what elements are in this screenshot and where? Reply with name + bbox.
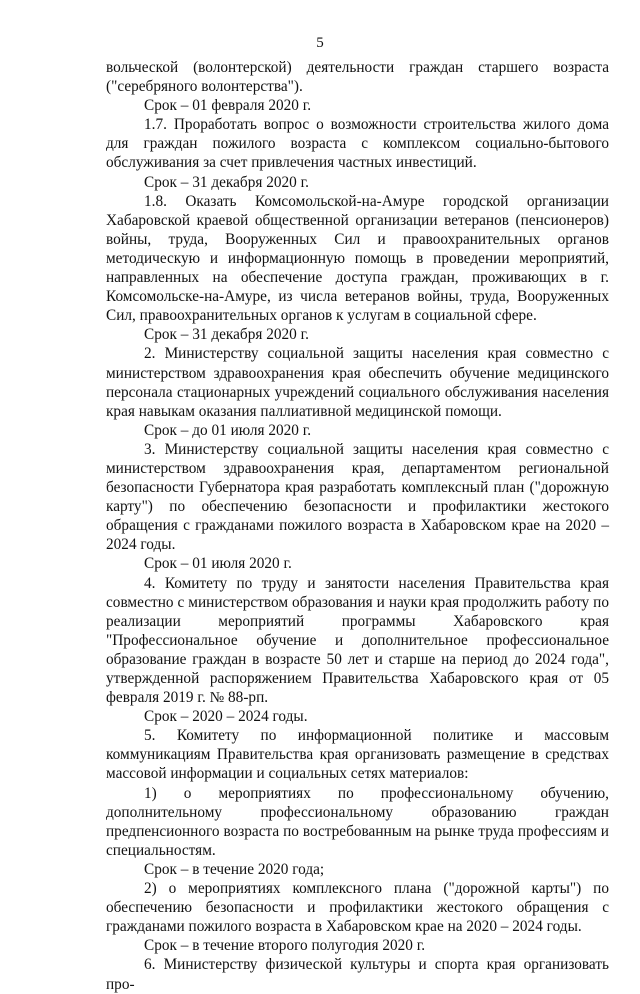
deadline-line: Срок – до 01 июля 2020 г.	[144, 421, 312, 439]
numbered-paragraph: 6. Министерству физической культуры и спорта края организовать про-	[106, 956, 609, 993]
deadline-line: Срок – 31 декабря 2020 г.	[144, 326, 309, 344]
numbered-paragraph: 2. Министерству социальной защиты населения края совместно с министерством здравоохранения края обеспечить обучение медицинского персонала стационарных учреждений социального обслуживания населения края навыкам оказания паллиативной медицинской помощи.	[106, 345, 609, 420]
numbered-paragraph: 3. Министерству социальной защиты населения края совместно с министерством здравоохранения края, департаментом региональной безопасности Губернатора края разработать комплексный план ("дорожную карту") по обеспечению безопасности и профилактики жестокого обращения с гражданами пожилого возраста в Хабаровском крае на 2020 – 2024 годы.	[106, 440, 609, 554]
deadline-line: Срок – в течение 2020 года;	[144, 860, 325, 878]
deadline-line: Срок – в течение второго полугодия 2020 г.	[144, 937, 426, 955]
numbered-paragraph: 2) о мероприятиях комплексного плана ("дорожной карты") по обеспечению безопасности и профилактики жестокого обращения с гражданами пожилого возраста в Хабаровском крае на 2020 – 2024 годы.	[106, 880, 609, 936]
numbered-paragraph: 1.7. Проработать вопрос о возможности строительства жилого дома для граждан пожилого возраста с комплексом социально-бытового обслуживания за счет привлечения частных инвестиций.	[106, 116, 609, 172]
page-number: 5	[316, 35, 324, 51]
deadline-line: Срок – 31 декабря 2020 г.	[144, 173, 309, 191]
continued-paragraph: вольческой (волонтерской) деятельности граждан старшего возраста ("серебряного волонтерства").	[106, 59, 609, 96]
deadline-line: Срок – 2020 – 2024 годы.	[144, 708, 308, 726]
document-body	[106, 58, 609, 994]
deadline-line: Срок – 01 февраля 2020 г.	[144, 97, 312, 115]
numbered-paragraph: 1) о мероприятиях по профессиональному обучению, дополнительному профессиональному образованию граждан предпенсионного возраста по востребованным на рынке труда профессиям и специальностям.	[106, 784, 609, 859]
numbered-paragraph: 1.8. Оказать Комсомольской-на-Амуре городской организации Хабаровской краевой общественной организации ветеранов (пенсионеров) войны, труда, Вооруженных Сил и правоохранительных органов методическую и информационную помощь в проведении мероприятий, направленных на обеспечение доступа граждан, проживающих в г. Комсомольске-на-Амуре, из числа ветеранов войны, труда, Вооруженных Сил, правоохранительных органов к услугам в социальной сфере.	[106, 192, 609, 325]
numbered-paragraph: 5. Комитету по информационной политике и массовым коммуникациям Правительства края организовать размещение в средствах массовой информации и социальных сетях материалов:	[106, 727, 609, 783]
deadline-line: Срок – 01 июля 2020 г.	[144, 555, 292, 573]
numbered-paragraph: 4. Комитету по труду и занятости населения Правительства края совместно с министерством образования и науки края продолжить работу по реализации мероприятий программы Хабаровского края "Профессиональное обучение и дополнительное профессиональное образование граждан в возрасте 50 лет и старше на период до 2024 года", утвержденной распоряжением Правительства Хабаровского края от 05 февраля 2019 г. № 88-рп.	[106, 574, 609, 707]
